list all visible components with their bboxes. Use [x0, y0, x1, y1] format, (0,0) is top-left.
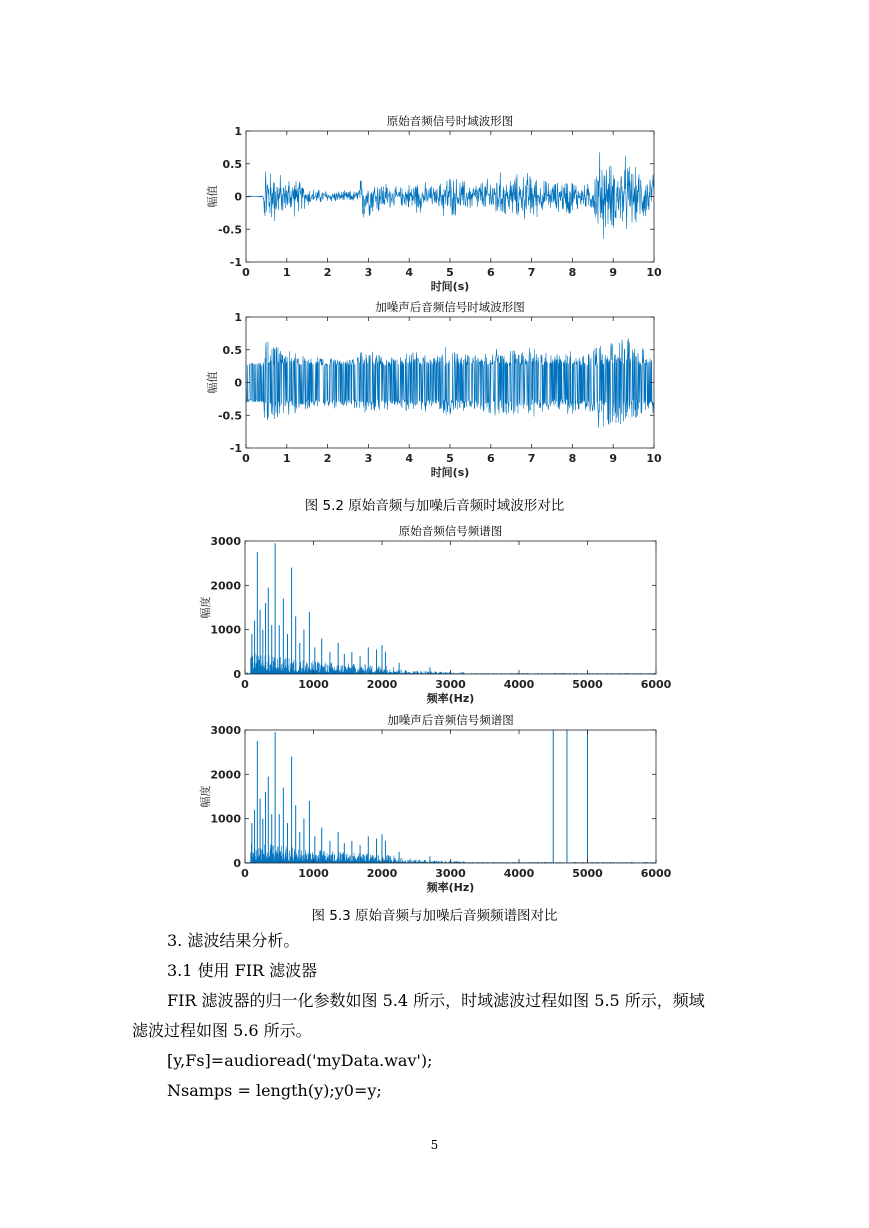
y-tick-label: 2000 [210, 579, 241, 593]
paragraph-line-2: 滤波过程如图 5.6 所示。 [132, 1021, 312, 1040]
y-tick-label: 1000 [210, 812, 241, 826]
y-axis-label: 幅值 [206, 371, 219, 394]
x-tick-label: 2000 [366, 678, 398, 691]
chart-title: 加噪声后音频信号时域波形图 [375, 300, 525, 314]
y-tick-label: 1000 [210, 623, 241, 637]
x-tick-label: 4000 [503, 678, 535, 691]
chart-svg [196, 296, 666, 486]
figure-caption-5-3: 图 5.3 原始音频与加噪后音频频谱图对比 [311, 908, 558, 924]
x-tick-label: 9 [609, 452, 618, 465]
series-line [246, 338, 654, 427]
x-tick-label: 6000 [640, 867, 672, 880]
x-tick-label: 8 [568, 452, 577, 465]
x-tick-label: 7 [527, 452, 536, 465]
y-tick-label: 2000 [210, 768, 241, 782]
chart-svg [196, 520, 676, 708]
x-tick-label: 0 [241, 867, 249, 880]
x-tick-label: 5000 [572, 678, 603, 691]
x-tick-label: 3000 [435, 678, 466, 691]
code-line-2: Nsamps = length(y);y0=y; [167, 1081, 382, 1100]
section-heading-3-1: 3.1 使用 FIR 滤波器 [167, 961, 318, 980]
y-tick-label: 3000 [210, 535, 241, 548]
page-number: 5 [430, 1138, 439, 1152]
series-line [246, 152, 654, 239]
x-tick-label: 9 [609, 266, 618, 279]
x-axis-label: 时间(s) [430, 466, 470, 479]
x-tick-label: 5000 [572, 867, 603, 880]
chart-title: 原始音频信号频谱图 [398, 524, 503, 538]
y-axis-label: 幅度 [199, 596, 212, 619]
x-tick-label: 3 [364, 452, 373, 465]
series-line [245, 730, 656, 863]
x-tick-label: 5 [446, 452, 454, 465]
y-tick-label: 0 [234, 190, 242, 204]
series-line [245, 543, 656, 674]
x-tick-label: 10 [646, 452, 662, 465]
paragraph-line-1: FIR 滤波器的归一化参数如图 5.4 所示，时域滤波过程如图 5.5 所示，频域 [167, 991, 705, 1010]
x-tick-label: 3 [364, 266, 373, 279]
chart-noisy-spectrum [196, 709, 676, 897]
y-tick-label: -0.5 [217, 223, 242, 237]
chart-svg [196, 709, 676, 897]
x-tick-label: 4 [405, 266, 414, 279]
x-tick-label: 2 [323, 266, 332, 279]
x-axis-label: 频率(Hz) [426, 692, 475, 705]
y-tick-label: 0 [234, 376, 242, 390]
x-tick-label: 1 [282, 266, 291, 279]
chart-title: 加噪声后音频信号频谱图 [387, 713, 514, 727]
plot-frame [245, 730, 656, 863]
x-tick-label: 10 [646, 266, 662, 279]
x-tick-label: 0 [242, 452, 250, 465]
y-tick-label: -1 [229, 256, 242, 269]
x-tick-label: 6000 [640, 678, 672, 691]
y-tick-label: -1 [229, 442, 242, 455]
y-axis-label: 幅度 [199, 785, 212, 808]
x-tick-label: 6 [486, 452, 495, 465]
x-tick-label: 6 [486, 266, 495, 279]
y-tick-label: -0.5 [217, 409, 242, 423]
x-tick-label: 1 [282, 452, 291, 465]
figure-caption-5-2: 图 5.2 原始音频与加噪后音频时域波形对比 [304, 498, 565, 514]
y-tick-label: 3000 [210, 724, 241, 737]
x-tick-label: 5 [446, 266, 454, 279]
x-tick-label: 4 [405, 452, 414, 465]
chart-noisy-waveform [196, 296, 666, 486]
x-tick-label: 1000 [298, 867, 329, 880]
y-tick-label: 0.5 [222, 343, 242, 357]
plot-frame [245, 541, 656, 674]
x-tick-label: 7 [527, 266, 536, 279]
x-tick-label: 4000 [503, 867, 535, 880]
chart-svg [196, 110, 666, 300]
y-tick-label: 1 [234, 311, 242, 324]
y-tick-label: 1 [234, 125, 242, 138]
chart-original-waveform [196, 110, 666, 300]
y-axis-label: 幅值 [206, 185, 219, 208]
y-tick-label: 0 [233, 668, 241, 681]
x-axis-label: 频率(Hz) [426, 881, 475, 894]
y-tick-label: 0.5 [222, 157, 242, 171]
x-tick-label: 1000 [298, 678, 329, 691]
section-heading-3: 3. 滤波结果分析。 [167, 931, 300, 950]
x-tick-label: 2000 [366, 867, 398, 880]
x-axis-label: 时间(s) [430, 280, 470, 293]
x-tick-label: 3000 [435, 867, 466, 880]
x-tick-label: 2 [323, 452, 332, 465]
x-tick-label: 8 [568, 266, 577, 279]
chart-original-spectrum [196, 520, 676, 708]
x-tick-label: 0 [241, 678, 249, 691]
x-tick-label: 0 [242, 266, 250, 279]
plot-frame [246, 317, 654, 448]
y-tick-label: 0 [233, 857, 241, 870]
chart-title: 原始音频信号时域波形图 [386, 114, 514, 128]
code-line-1: [y,Fs]=audioread('myData.wav'); [167, 1051, 433, 1070]
